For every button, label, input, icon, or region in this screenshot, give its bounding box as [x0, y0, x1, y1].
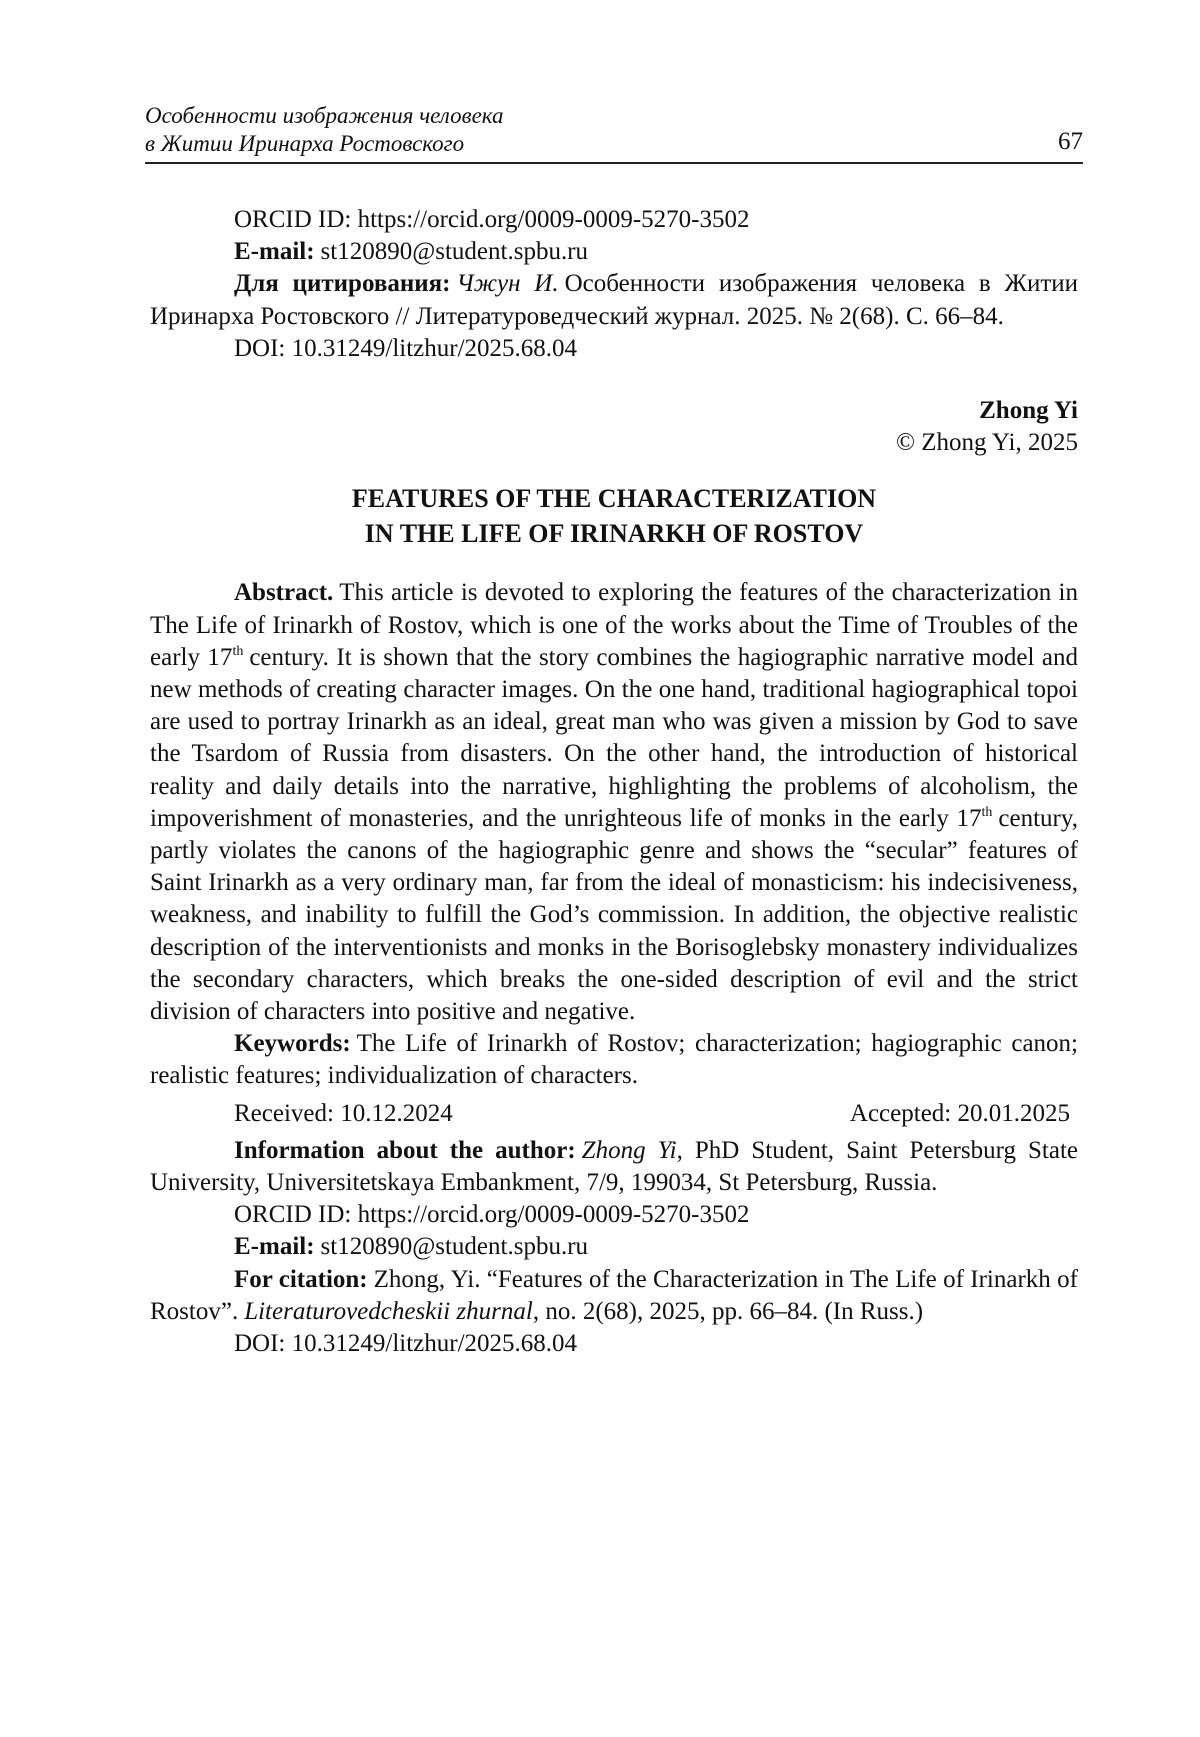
abstract-sup2: th [981, 804, 993, 820]
en-citation-text1: Zhong, Yi. “Features of the Characterization in The Life of Irinarkh of Rostov”. [150, 1265, 1078, 1325]
ru-email-line [150, 236, 1078, 268]
abstract-part3: century, partly violates the canons of the hagiographic genre and shows the “secular” features of Saint Irinarkh as a very ordinary man, far from the ideal of monasticism: his indecisiveness, weakness, and inability to fulfill the God’s commission. In addition, the objective realistic description of the interventionists and monks in the Borisoglebsky monastery individualizes the secondary characters, which breaks the one-sided description of evil and the strict division of characters into positive and negative. [150, 804, 1078, 1026]
running-title-line1: Особенности изображения человека [145, 103, 504, 128]
article-title [150, 481, 1078, 551]
ru-orcid: ORCID ID: https://orcid.org/0009-0009-5270-3502 [234, 206, 750, 233]
en-doi: DOI: 10.31249/litzhur/2025.68.04 [234, 1330, 578, 1358]
page-body [150, 204, 1078, 1360]
abstract-part1: This article is devoted to exploring the features of the characterization in The Life of Irinarkh of Rostov, which is one of the works about the Time of Troubles of the early 17 [150, 579, 1078, 671]
article-title-line1: FEATURES OF THE CHARACTERIZATION [351, 484, 877, 514]
keywords-text: The Life of Irinarkh of Rostov; characterization; hagiographic canon; realistic features; individualization of characters. [150, 1030, 1078, 1090]
en-orcid: ORCID ID: https://orcid.org/0009-0009-5270-3502 [234, 1201, 750, 1229]
page-number: 67 [1058, 128, 1083, 155]
en-email-label: E-mail: [234, 1233, 315, 1261]
abstract [150, 577, 1078, 1028]
en-email-line [150, 1231, 1078, 1263]
page-header [145, 102, 1083, 164]
running-title-line2: в Житии Иринарха Ростовского [145, 131, 465, 156]
keywords-label: Keywords: [234, 1030, 351, 1058]
keywords [150, 1028, 1078, 1092]
abstract-sup1: th [232, 643, 244, 659]
en-citation [150, 1264, 1078, 1328]
dates-row [150, 1098, 1078, 1130]
en-citation-journal: Literaturovedcheskii zhurnal [244, 1297, 533, 1325]
abstract-label: Abstract. [234, 579, 334, 607]
received-date: Received: 10.12.2024 [234, 1099, 453, 1127]
author-name: Zhong Yi [979, 397, 1078, 425]
ru-email-label: E-mail: [234, 238, 315, 266]
ru-email: st120890@student.spbu.ru [320, 238, 589, 266]
ru-citation-author: Чжун И. [456, 270, 559, 298]
abstract-part2: century. It is shown that the story combines the hagiographic narrative model and new methods of creating character images. On the one hand, traditional hagiographical topoi are used to portray Irinarkh as an ideal, great man who was given a mission by God to save the Tsardom of Russia from disasters. On the other hand, the introduction of historical reality and daily details into the narrative, highlighting the problems of alcoholism, the impoverishment of monasteries, and the unrighteous life of monks in the early 17 [150, 643, 1079, 832]
author-info-name: Zhong Yi [581, 1136, 677, 1164]
author-info-text: , PhD Student, Saint Petersburg State University, Universitetskaya Embankment, 7/9, 199034, St Petersburg, Russia. [150, 1136, 1078, 1197]
ru-citation-label: Для цитирования: [234, 270, 451, 298]
en-citation-label: For citation: [234, 1265, 368, 1293]
author-info-label: Information about the author: [234, 1136, 576, 1164]
author-copyright: © Zhong Yi, 2025 [896, 429, 1078, 457]
en-email: st120890@student.spbu.ru [320, 1233, 589, 1261]
article-title-line2: IN THE LIFE OF IRINARKH OF ROSTOV [364, 519, 864, 549]
en-citation-text2: , no. 2(68), 2025, pp. 66–84. (In Russ.) [532, 1297, 924, 1325]
author-info [150, 1135, 1078, 1199]
running-title [145, 102, 1083, 158]
accepted-date: Accepted: 20.01.2025 [849, 1099, 1070, 1127]
ru-citation-text: Особенности изображения человека в Житии Иринарха Ростовского // Литературоведческий журнал. 2025. № 2(68). С. 66–84. [150, 270, 1078, 330]
ru-doi: DOI: 10.31249/litzhur/2025.68.04 [234, 334, 578, 362]
ru-citation [150, 268, 1078, 332]
